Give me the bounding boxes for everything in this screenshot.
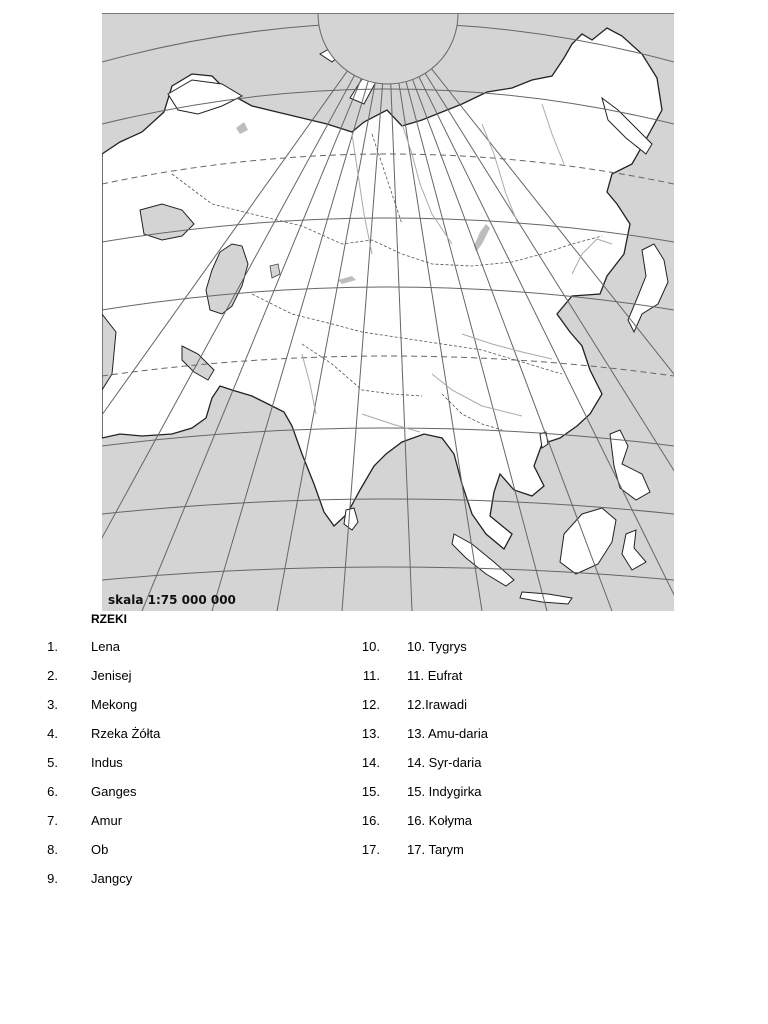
borneo xyxy=(560,508,616,574)
river-number: 13. xyxy=(361,726,380,741)
river-number: 4. xyxy=(47,726,58,741)
map-scale-label: skala 1:75 000 000 xyxy=(108,593,236,607)
sulawesi xyxy=(622,530,646,570)
river-number: 1. xyxy=(47,639,58,654)
river-number: 14. xyxy=(361,755,380,770)
river-name: 10. Tygrys xyxy=(407,639,467,654)
sri-lanka xyxy=(344,508,358,530)
river-name: Rzeka Żółta xyxy=(91,726,161,741)
river-number: 15. xyxy=(361,784,380,799)
river-name: 12.Irawadi xyxy=(407,697,467,712)
river-name: Ganges xyxy=(91,784,137,799)
river-name: 13. Amu-daria xyxy=(407,726,488,741)
river-number: 10. xyxy=(361,639,380,654)
river-list-heading: RZEKI xyxy=(91,612,127,626)
river-name: Lena xyxy=(91,639,120,654)
river-name: 17. Tarym xyxy=(407,842,464,857)
river-number: 5. xyxy=(47,755,58,770)
river-name: 11. Eufrat xyxy=(407,668,463,683)
river-name: Jenisej xyxy=(91,668,132,683)
river-name: 14. Syr-daria xyxy=(407,755,482,770)
river-number: 12. xyxy=(361,697,380,712)
river-number: 3. xyxy=(47,697,58,712)
river-name: 16. Kołyma xyxy=(407,813,473,828)
river-name: Ob xyxy=(91,842,109,857)
river-number: 11. xyxy=(362,668,380,683)
river-number: 16. xyxy=(361,813,380,828)
japan xyxy=(628,244,668,332)
river-name: Jangcy xyxy=(91,871,133,886)
river-number: 7. xyxy=(47,813,58,828)
river-number: 6. xyxy=(47,784,58,799)
map-graphic xyxy=(102,14,674,611)
river-number: 2. xyxy=(47,668,58,683)
river-number: 9. xyxy=(47,871,58,886)
river-name: Mekong xyxy=(91,697,138,712)
river-number: 17. xyxy=(361,842,380,857)
river-name: Indus xyxy=(91,755,123,770)
river-name: 15. Indygirka xyxy=(407,784,482,799)
asia-outline-map xyxy=(102,13,674,611)
taiwan xyxy=(540,432,548,448)
north-pole-circle xyxy=(318,14,458,84)
river-name: Amur xyxy=(91,813,123,828)
river-number: 8. xyxy=(47,842,58,857)
java xyxy=(520,592,572,604)
